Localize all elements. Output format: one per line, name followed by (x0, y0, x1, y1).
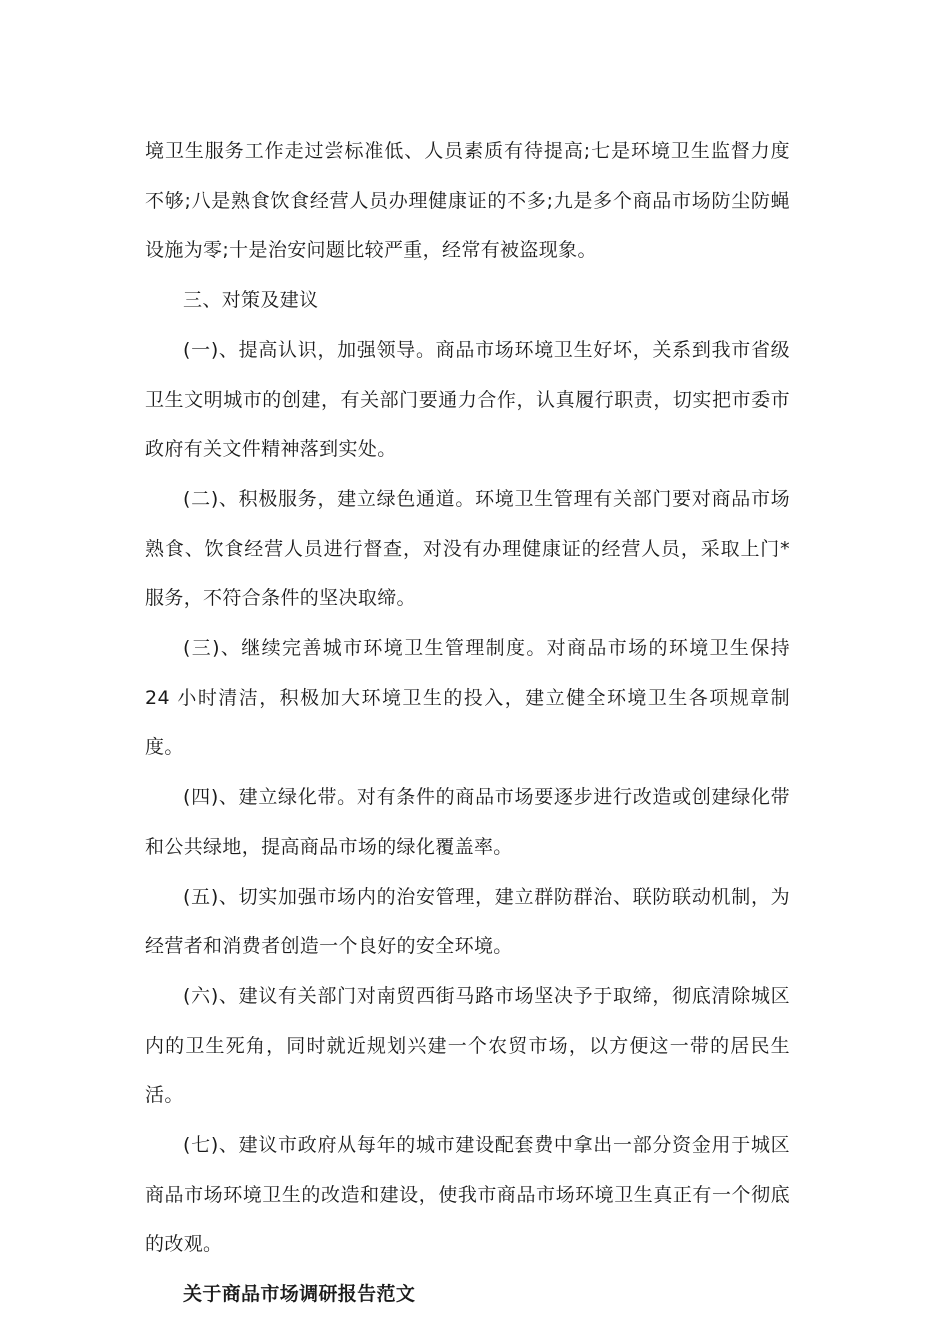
paragraph-item-6: (六)、建议有关部门对南贸西街马路市场坚决予于取缔，彻底清除城区内的卫生死角，同时就近规划兴建一个农贸市场，以方便这一带的居民生活。 (145, 984, 790, 1107)
paragraph-item-4: (四)、建立绿化带。对有条件的商品市场要逐步进行改造或创建绿化带和公共绿地，提高商品市场的绿化覆盖率。 (145, 786, 790, 858)
paragraph-continuation: 境卫生服务工作走过尝标准低、人员素质有待提高;七是环境卫生监督力度不够;八是熟食饮食经营人员办理健康证的不多;九是多个商品市场防尘防蝇设施为零;十是治安问题比较严重，经常有被盗现象。 (145, 140, 790, 262)
paragraph-item-2: (二)、积极服务，建立绿色通道。环境卫生管理有关部门要对商品市场熟食、饮食经营人员进行督查，对没有办理健康证的经营人员，采取上门*服务，不符合条件的坚决取缔。 (145, 487, 790, 610)
paragraph-item-1: (一)、提高认识，加强领导。商品市场环境卫生好坏，关系到我市省级卫生文明城市的创建，有关部门要通力合作，认真履行职责，切实把市委市政府有关文件精神落到实处。 (145, 338, 790, 461)
document-title: 关于商品市场调研报告范文 (183, 1283, 416, 1306)
section-heading-countermeasures: 三、对策及建议 (183, 289, 319, 312)
paragraph-item-3: (三)、继续完善城市环境卫生管理制度。对商品市场的环境卫生保持 24 小时清洁，积极加大环境卫生的投入，建立健全环境卫生各项规章制度。 (145, 637, 790, 759)
paragraph-item-7: (七)、建议市政府从每年的城市建设配套费中拿出一部分资金用于城区商品市场环境卫生的改造和建设，使我市商品市场环境卫生真正有一个彻底的改观。 (145, 1134, 790, 1256)
paragraph-item-5: (五)、切实加强市场内的治安管理，建立群防群治、联防联动机制，为经营者和消费者创造一个良好的安全环境。 (145, 885, 790, 958)
document-body (145, 127, 790, 1320)
